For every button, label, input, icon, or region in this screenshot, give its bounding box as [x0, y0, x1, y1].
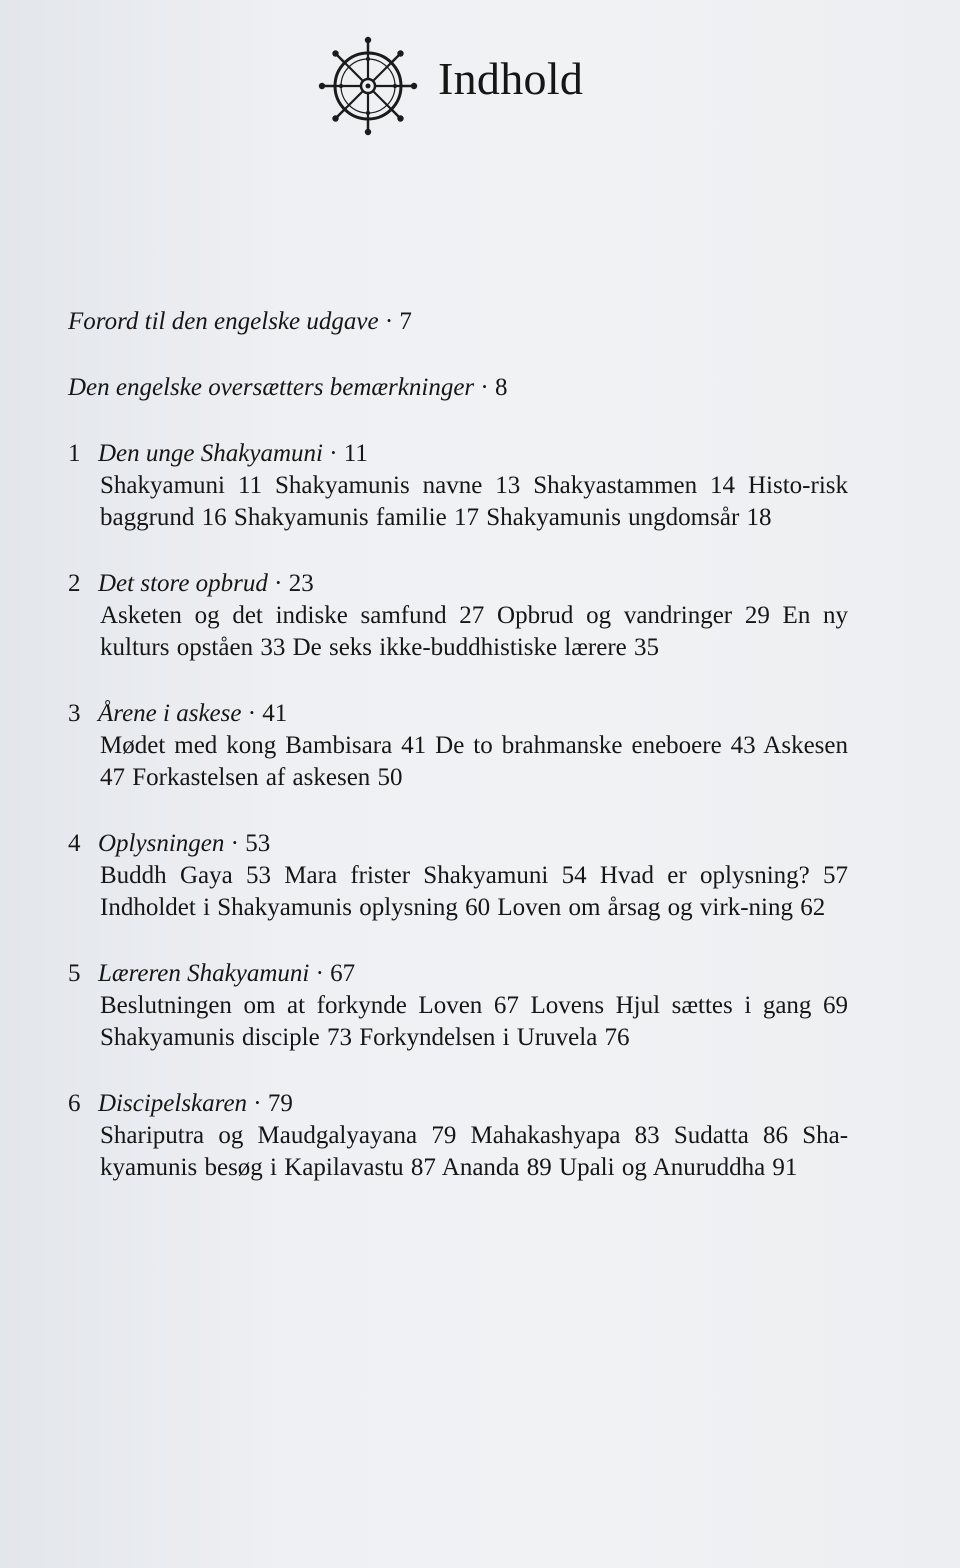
- chapter-number: 1: [68, 440, 81, 467]
- chapter-page: 23: [288, 570, 314, 597]
- section-item[interactable]: Forkyndelsen i Uruvela 76: [359, 1024, 630, 1051]
- chapter-page: 41: [262, 700, 288, 727]
- section-item[interactable]: Shariputra og Maudgalyayana 79: [100, 1122, 457, 1149]
- section-item[interactable]: De seks ikke-buddhistiske lærere 35: [292, 634, 660, 661]
- chapter-number: 4: [68, 830, 81, 857]
- toc-preface-entry[interactable]: Den engelske oversætters bemærkninger · 8: [68, 374, 508, 401]
- section-item[interactable]: Loven om årsag og virk-ning 62: [497, 894, 826, 921]
- preface-title: Den engelske oversætters bemærkninger: [68, 374, 475, 401]
- section-item[interactable]: De to brahmanske eneboere 43: [435, 732, 756, 759]
- section-item[interactable]: Shakyamunis disciple 73: [100, 1024, 352, 1051]
- section-item[interactable]: Sha-kyamunis besøg i Kapilavastu 87: [100, 1122, 849, 1181]
- section-item[interactable]: Histo-risk baggrund 16: [100, 472, 848, 531]
- toc-chapter-3: [68, 698, 848, 794]
- section-item[interactable]: Lovens Hjul sættes i gang 69: [530, 992, 848, 1019]
- chapter-title: Læreren Shakyamuni: [98, 960, 310, 987]
- page-title: Indhold: [438, 52, 584, 104]
- dharma-wheel-icon: [318, 36, 418, 136]
- chapter-page: 53: [245, 830, 271, 857]
- chapter-sections: [100, 860, 848, 924]
- section-item[interactable]: Shakyamunis navne 13: [274, 472, 521, 499]
- section-item[interactable]: Askesen 47: [100, 732, 848, 791]
- chapter-title: Den unge Shakyamuni: [98, 440, 323, 467]
- toc-chapter-6: [68, 1088, 848, 1184]
- section-item[interactable]: Hvad er oplysning? 57: [599, 862, 849, 889]
- chapter-sections: [100, 730, 848, 794]
- toc-chapter-2: [68, 568, 848, 664]
- preface-page: 8: [494, 374, 508, 401]
- section-item[interactable]: Forkastelsen af askesen 50: [132, 764, 403, 791]
- section-item[interactable]: Mahakashyapa 83: [470, 1122, 660, 1149]
- chapter-heading[interactable]: 2 Det store opbrud · 23: [68, 568, 848, 600]
- chapter-number: 3: [68, 700, 81, 727]
- preface-page: 7: [399, 308, 412, 335]
- table-of-contents: [68, 306, 848, 1218]
- toc-chapter-4: [68, 828, 848, 924]
- section-item[interactable]: Shakyastammen 14: [533, 472, 736, 499]
- section-item[interactable]: Beslutningen om at forkynde Loven 67: [100, 992, 519, 1019]
- chapter-number: 6: [68, 1090, 81, 1117]
- section-item[interactable]: Shakyamuni 11: [100, 472, 263, 499]
- chapter-heading[interactable]: 4 Oplysningen · 53: [68, 828, 848, 860]
- section-item[interactable]: Shakyamunis familie 17: [233, 504, 479, 531]
- section-item[interactable]: Upali og Anuruddha 91: [559, 1154, 798, 1181]
- chapter-number: 2: [68, 570, 81, 597]
- chapter-page: 67: [330, 960, 356, 987]
- section-item[interactable]: Asketen og det indiske samfund 27: [100, 602, 485, 629]
- section-item[interactable]: Opbrud og vandringer 29: [497, 602, 770, 629]
- section-item[interactable]: Mødet med kong Bambisara 41: [100, 732, 427, 759]
- toc-chapter-5: [68, 958, 848, 1054]
- chapter-sections: [100, 990, 848, 1054]
- chapter-heading[interactable]: 3 Årene i askese · 41: [68, 698, 848, 730]
- section-item[interactable]: Ananda 89: [441, 1154, 552, 1181]
- toc-chapter-1: [68, 438, 848, 534]
- chapter-number: 5: [68, 960, 81, 987]
- chapter-title: Oplysningen: [98, 830, 225, 857]
- chapter-title: Det store opbrud: [98, 570, 268, 597]
- chapter-sections: [100, 1120, 848, 1184]
- chapter-title: Discipelskaren: [98, 1090, 248, 1117]
- chapter-heading[interactable]: 5 Læreren Shakyamuni · 67: [68, 958, 848, 990]
- section-item[interactable]: Indholdet i Shakyamunis oplysning 60: [100, 894, 491, 921]
- chapter-title: Årene i askese: [98, 700, 242, 727]
- section-item[interactable]: Mara frister Shakyamuni 54: [284, 862, 587, 889]
- chapter-page: 79: [267, 1090, 293, 1117]
- chapter-heading[interactable]: 6 Discipelskaren · 79: [68, 1088, 848, 1120]
- chapter-sections: [100, 470, 848, 534]
- chapter-page: 11: [343, 440, 368, 467]
- preface-title: Forord til den engelske udgave: [68, 308, 379, 335]
- chapter-heading[interactable]: 1 Den unge Shakyamuni · 11: [68, 438, 848, 470]
- page-header: [318, 34, 583, 138]
- chapter-sections: [100, 600, 848, 664]
- section-item[interactable]: Shakyamunis ungdomsår 18: [486, 504, 772, 531]
- toc-preface-entry[interactable]: Forord til den engelske udgave · 7: [68, 308, 412, 335]
- section-item[interactable]: Buddh Gaya 53: [100, 862, 271, 889]
- section-item[interactable]: Sudatta 86: [673, 1122, 788, 1149]
- section-item[interactable]: En ny kulturs opståen 33: [100, 602, 849, 661]
